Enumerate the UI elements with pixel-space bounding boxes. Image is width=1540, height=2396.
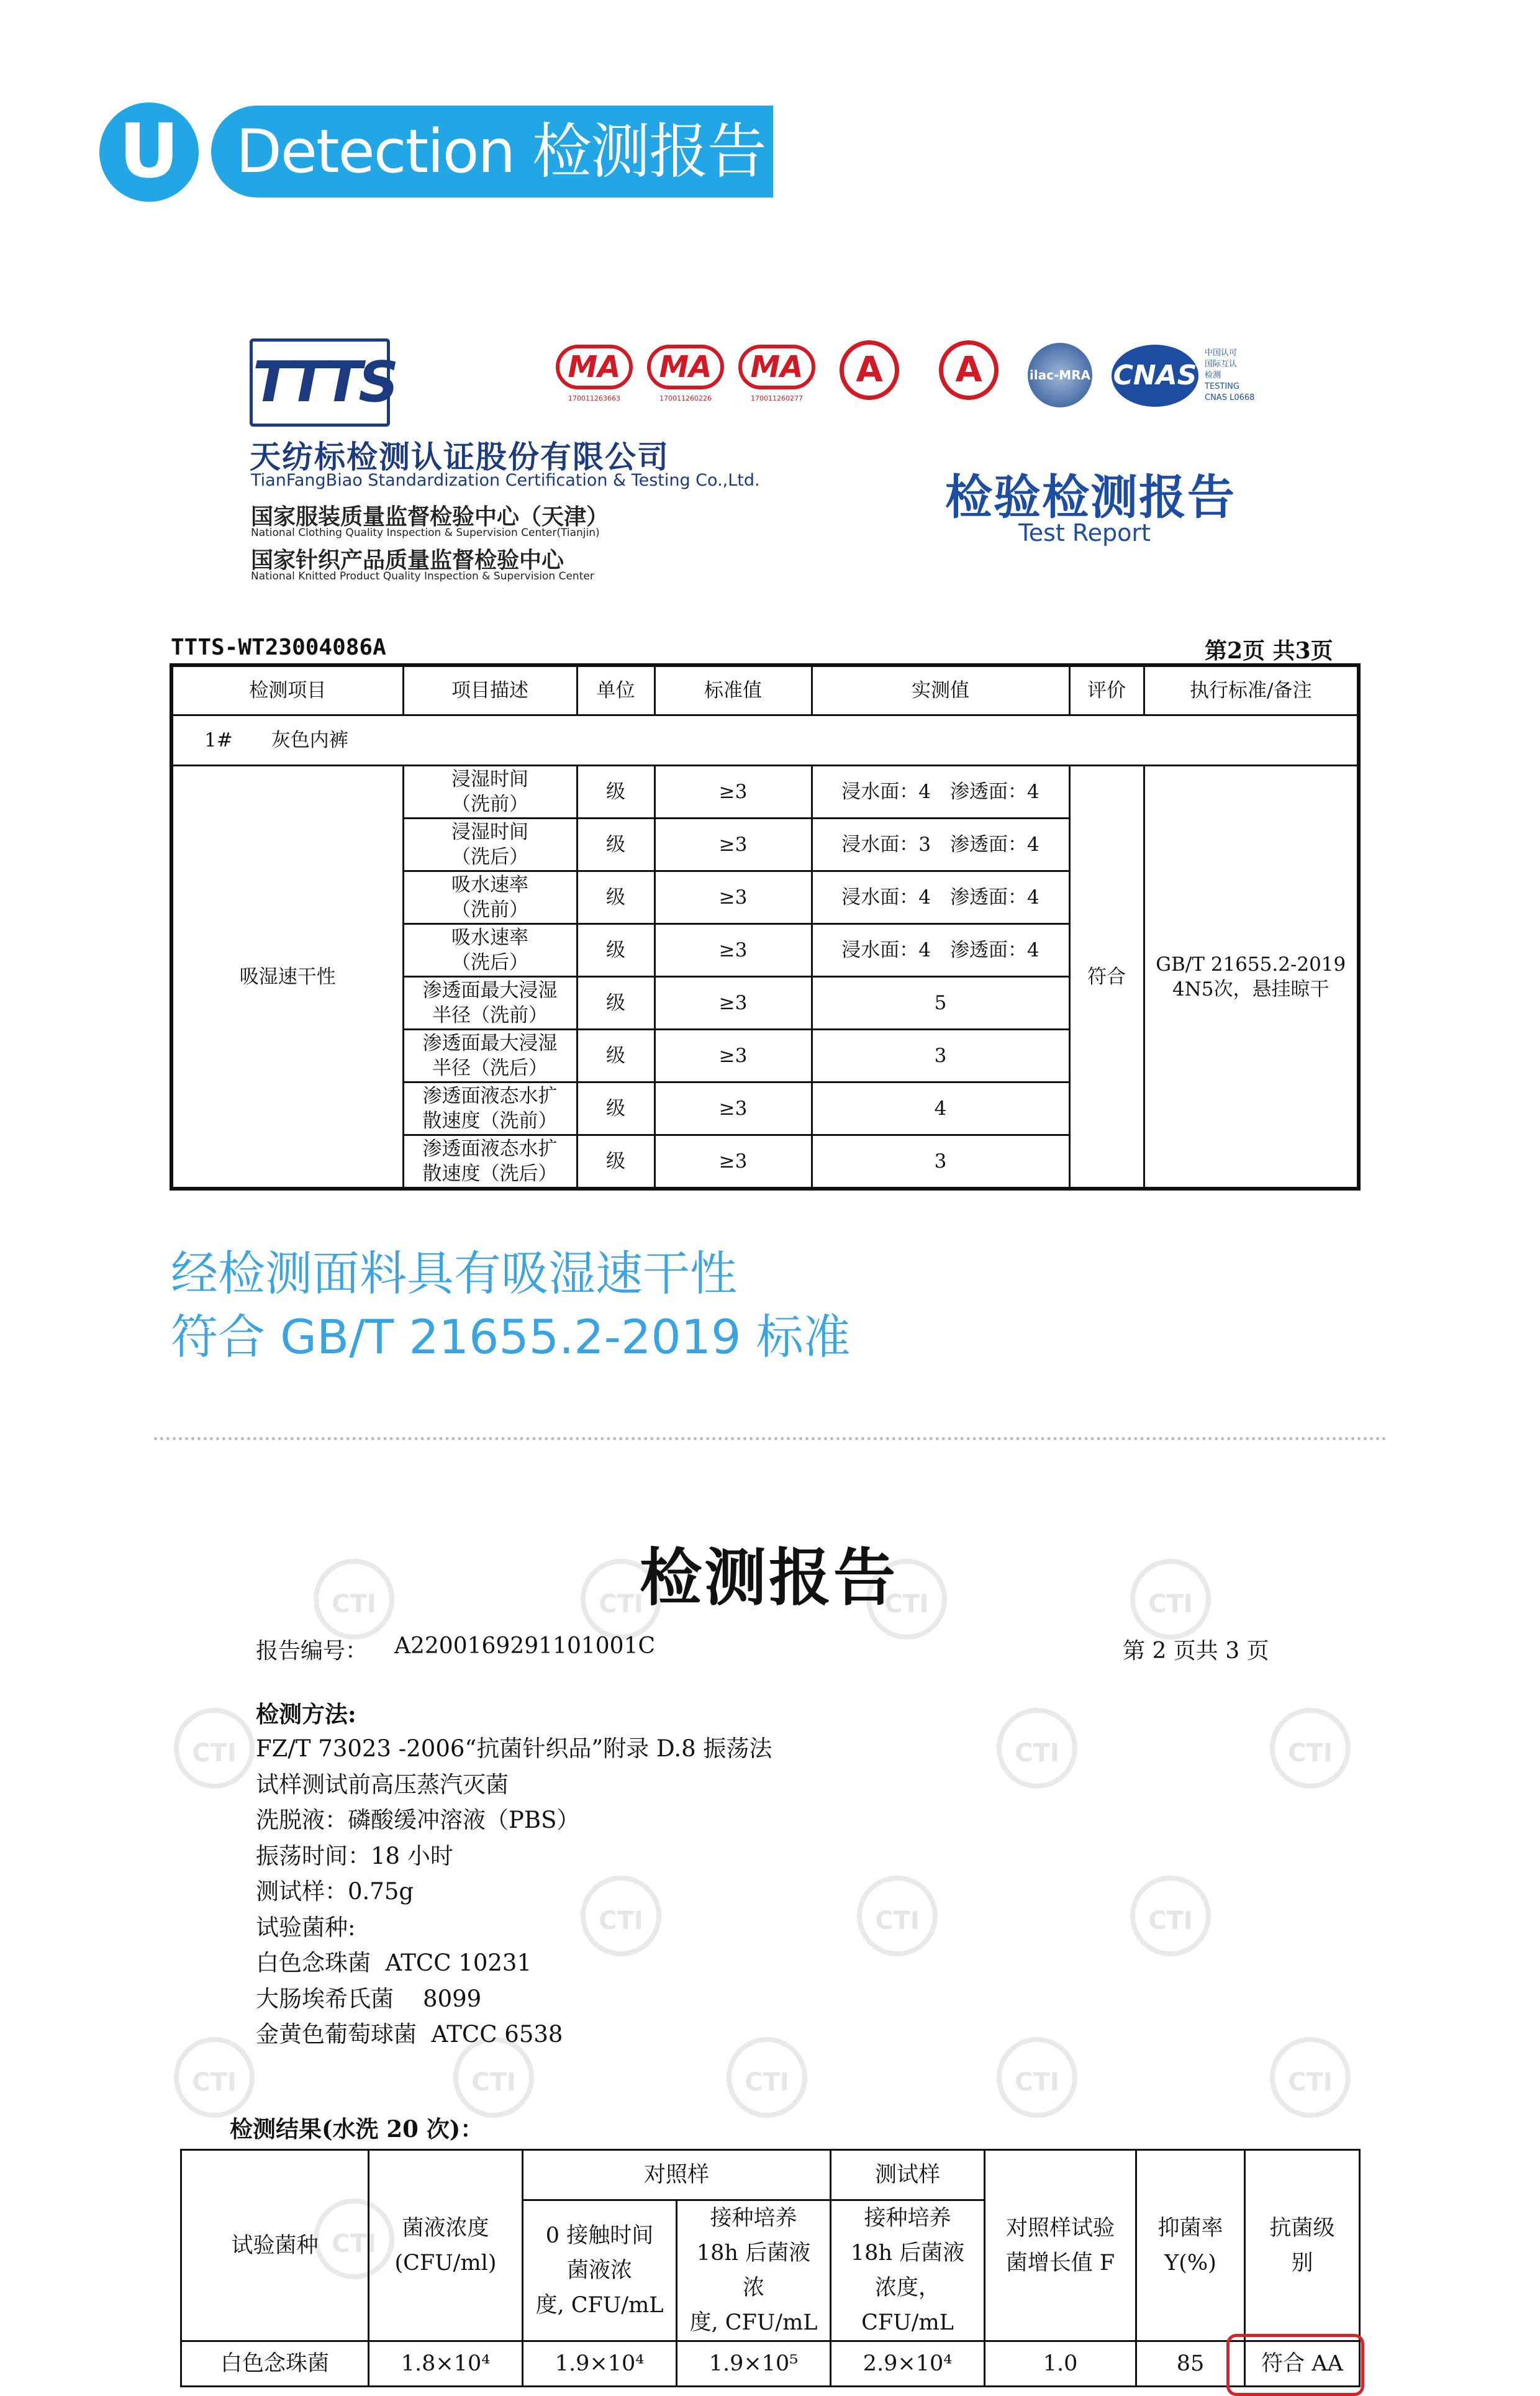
method-line: FZ/T 73023 -2006“抗菌针织品”附录 D.8 振荡法 (256, 1735, 772, 1762)
item-measured: 浸水面：4 渗透面：4 (812, 871, 1069, 924)
center1-name-cn: 国家服装质量监督检验中心（天津） (251, 504, 609, 530)
item-unit: 级 (577, 819, 654, 871)
report2-title: 检测报告 (640, 1541, 898, 1614)
item-unit: 级 (577, 924, 654, 977)
table-row (181, 2341, 1360, 2387)
item-unit: 级 (577, 1135, 654, 1189)
item-standard: ≥3 (654, 766, 812, 819)
item-desc: 浸湿时间 （洗后） (403, 819, 577, 871)
item-desc: 渗透面液态水扩 散速度（洗前） (403, 1082, 577, 1135)
cti-watermark-icon: CTI (174, 1708, 255, 1789)
cnas-caption: 中国认可 国际互认 检测 TESTING CNAS L0668 (1205, 348, 1255, 402)
item-measured: 5 (812, 977, 1069, 1030)
header-cell: 检测项目 (171, 665, 403, 715)
report2-page-number: 第 2 页共 3 页 (1123, 1638, 1269, 1664)
cti-watermark-icon: CTI (581, 1876, 661, 1956)
item-standard: ≥3 (654, 871, 812, 924)
cti-watermark-icon: CTI (866, 1559, 947, 1640)
method-line: 试验菌种: (256, 1914, 356, 1941)
ma-mark-icon: MA (647, 345, 724, 389)
method-line: 振荡时间：18 小时 (256, 1843, 453, 1869)
item-measured: 浸水面：4 渗透面：4 (812, 924, 1069, 977)
header-cell: 标准值 (654, 665, 812, 715)
header-cell: 对照样试验 菌增长值 F (985, 2150, 1136, 2341)
strain-name: 白色念珠菌 (181, 2341, 369, 2387)
item-desc: 吸水速率 （洗前） (403, 871, 577, 924)
header-cell: 项目描述 (403, 665, 577, 715)
header-group-control: 对照样 (523, 2150, 831, 2200)
cti-watermark-icon: CTI (1130, 1559, 1211, 1640)
method-line: 白色念珠菌 ATCC 10231 (256, 1949, 532, 1976)
conclusion-line-1: 经检测面料具有吸湿速干性 (171, 1246, 737, 1301)
cti-watermark-icon: CTI (1270, 1708, 1351, 1789)
item-desc: 渗透面最大浸湿 半径（洗后） (403, 1030, 577, 1082)
seal-number: 170011263663 (568, 394, 620, 402)
cti-watermark-icon: CTI (453, 2037, 534, 2118)
header-cell: 抗菌级 别 (1245, 2150, 1360, 2341)
header-cell: 菌液浓度 (CFU/ml) (369, 2150, 523, 2341)
center2-name-en: National Knitted Product Quality Inspection & Supervision Center (251, 570, 594, 583)
company-name-cn: 天纺标检测认证股份有限公司 (250, 439, 669, 475)
cti-watermark-icon: CTI (727, 2037, 807, 2118)
item-standard: ≥3 (654, 1082, 812, 1135)
seal-number: 170011260277 (751, 394, 803, 402)
ca-seal-1 (840, 340, 899, 400)
ca-seal-2 (939, 340, 999, 400)
method-line: 测试样：0.75g (256, 1878, 414, 1905)
item-unit: 级 (577, 1082, 654, 1135)
header-group-test: 测试样 (831, 2150, 985, 2200)
cti-watermark-icon: CTI (581, 1559, 661, 1640)
conclusion-line-2: 符合 GB/T 21655.2-2019 标准 (171, 1309, 851, 1364)
banner-title: Detection 检测报告 (236, 117, 766, 186)
cnas-icon: CNAS (1112, 345, 1198, 407)
table-header-row (171, 665, 1359, 715)
item-desc: 渗透面液态水扩 散速度（洗后） (403, 1135, 577, 1189)
seal-number: 170011260226 (659, 394, 712, 402)
item-measured: 3 (812, 1135, 1069, 1189)
item-desc: 渗透面最大浸湿 半径（洗前） (403, 977, 577, 1030)
banner-u-logo: U (99, 102, 199, 202)
verdict: 符合 (1069, 766, 1144, 1189)
ca-mark-icon: A (840, 340, 899, 400)
header-cell: 实测值 (812, 665, 1069, 715)
cti-watermark-icon: CTI (857, 1876, 938, 1956)
cti-watermark-icon: CTI (997, 1708, 1077, 1789)
report-number-label: 报告编号： (256, 1638, 368, 1664)
ma-seal-1 (556, 345, 633, 402)
test-18h: 2.9×10⁴ (831, 2341, 985, 2387)
antibacterial-results-table (180, 2149, 1361, 2387)
header-cell: 接种培养 18h 后菌液 浓度， CFU/mL (831, 2200, 985, 2341)
section-divider (154, 1437, 1387, 1440)
header-cell: 接种培养 18h 后菌液 浓 度, CFU/mL (677, 2200, 831, 2341)
test-category: 吸湿速干性 (171, 766, 403, 1189)
standard-note: GB/T 21655.2-2019 4N5次，悬挂晾干 (1144, 766, 1359, 1189)
cti-watermark-icon: CTI (1130, 1876, 1211, 1956)
header-cell: 执行标准/备注 (1144, 665, 1359, 715)
item-unit: 级 (577, 871, 654, 924)
bacteria-concentration: 1.8×10⁴ (369, 2341, 523, 2387)
item-desc: 吸水速率 （洗后） (403, 924, 577, 977)
method-line: 大肠埃希氏菌 8099 (256, 1985, 482, 2012)
item-unit: 级 (577, 1030, 654, 1082)
report-title-cn: 检验检测报告 (945, 470, 1236, 525)
growth-value: 1.0 (985, 2341, 1136, 2387)
header-cell: 试验菌种 (181, 2150, 369, 2341)
method-line: 金黄色葡萄球菌 ATCC 6538 (256, 2021, 563, 2048)
ma-mark-icon: MA (738, 345, 815, 389)
method-title: 检测方法: (256, 1700, 356, 1728)
antibacterial-grade: 符合 AA (1245, 2341, 1360, 2387)
inhibition-rate: 85 (1136, 2341, 1245, 2387)
cti-watermark-icon: CTI (997, 2037, 1077, 2118)
item-measured: 4 (812, 1082, 1069, 1135)
header-cell: 评价 (1069, 665, 1144, 715)
table-header-row (181, 2150, 1360, 2200)
ma-seal-3 (738, 345, 815, 402)
grade-highlight-box (1226, 2334, 1364, 2396)
item-desc: 浸湿时间 （洗前） (403, 766, 577, 819)
ttts-logo: TTTS (250, 338, 390, 427)
company-name-en: TianFangBiao Standardization Certification & Testing Co.,Ltd. (251, 471, 760, 490)
results-title: 检测结果(水洗 20 次)： (230, 2115, 484, 2143)
center1-name-en: National Clothing Quality Inspection & Supervision Center(Tianjin) (251, 527, 600, 539)
header-cell: 抑菌率 Y(%) (1136, 2150, 1245, 2341)
cti-watermark-icon: CTI (314, 2199, 394, 2279)
ma-mark-icon: MA (556, 345, 633, 389)
report-title-en: Test Report (1018, 519, 1151, 547)
cti-watermark-icon: CTI (1270, 2037, 1351, 2118)
header-cell: 0 接触时间 菌液浓 度, CFU/mL (523, 2200, 677, 2341)
sample-row (171, 715, 1359, 766)
report-id: TTTS-WT23004086A (171, 635, 386, 660)
item-measured: 3 (812, 1030, 1069, 1082)
ca-mark-icon: A (939, 340, 999, 400)
header-cell: 单位 (577, 665, 654, 715)
item-unit: 级 (577, 766, 654, 819)
ma-seal-2 (647, 345, 724, 402)
method-line: 洗脱液：磷酸缓冲溶液（PBS） (256, 1807, 580, 1833)
method-line: 试样测试前高压蒸汽灭菌 (256, 1771, 509, 1798)
center2-name-cn: 国家针织产品质量监督检验中心 (251, 548, 564, 573)
page-number: 第2页 共3页 (1205, 638, 1333, 664)
report-number: A2200169291101001C (394, 1633, 656, 1659)
control-18h: 1.9×10⁵ (677, 2341, 831, 2387)
item-measured: 浸水面：4 渗透面：4 (812, 766, 1069, 819)
ilac-mra-icon: ilac-MRA (1028, 343, 1092, 407)
cti-watermark-icon: CTI (314, 1559, 394, 1640)
item-standard: ≥3 (654, 1135, 812, 1189)
cti-watermark-icon: CTI (174, 2037, 255, 2118)
table-row (171, 766, 1359, 819)
control-0h: 1.9×10⁴ (523, 2341, 677, 2387)
item-standard: ≥3 (654, 924, 812, 977)
item-unit: 级 (577, 977, 654, 1030)
item-standard: ≥3 (654, 819, 812, 871)
sample-label: 1# 灰色内裤 (171, 715, 1359, 766)
item-standard: ≥3 (654, 1030, 812, 1082)
moisture-test-table (170, 663, 1361, 1191)
item-standard: ≥3 (654, 977, 812, 1030)
item-measured: 浸水面：3 渗透面：4 (812, 819, 1069, 871)
